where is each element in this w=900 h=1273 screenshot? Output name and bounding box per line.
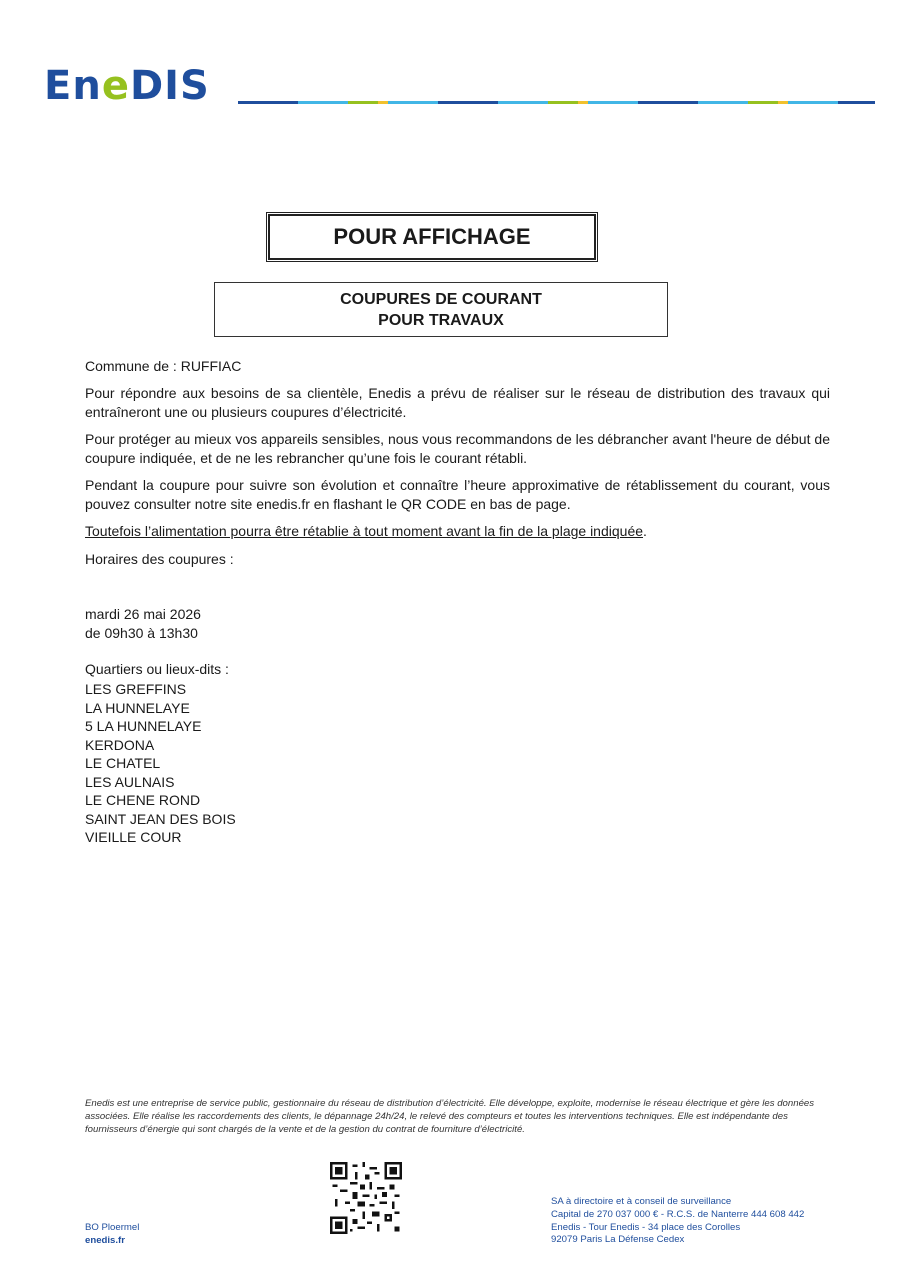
list-item: LA HUNNELAYE: [85, 699, 190, 716]
company-line: Capital de 270 037 000 € - R.C.S. de Nanterre 444 608 442: [551, 1208, 805, 1220]
legal-notice: Enedis est une entreprise de service public, gestionnaire du réseau de distribution d’électricité. Elle développe, exploite, modernise le réseau électrique et gère les données associées. Elle réalise les raccordements des clients, le dépannage 24h/24, le relevé des compteurs et toutes les interventions techniques. Elle est indépendante des fournisseurs d’énergie qui sont chargés de la vente et de la gestion du contrat de fourniture d’électricité.: [85, 1098, 815, 1135]
places-label: Quartiers ou lieux-dits :: [85, 661, 229, 677]
subtitle-box: [214, 282, 668, 337]
company-line: 92079 Paris La Défense Cedex: [551, 1234, 685, 1246]
places-list: [85, 680, 236, 847]
qr-code[interactable]: [330, 1162, 402, 1234]
header-divider: [238, 101, 875, 104]
paragraph-2: Pour protéger au mieux vos appareils sensibles, nous vous recommandons de les débrancher avant l'heure de début de coupure indiquée, et de ne les rebrancher qu’une fois le courant rétabli.: [85, 431, 830, 466]
list-item: LE CHATEL: [85, 755, 161, 771]
footer-office: [85, 1222, 139, 1247]
company-info: [551, 1196, 804, 1247]
company-line: SA à directoire et à conseil de surveillance: [551, 1196, 732, 1207]
list-item: LES AULNAIS: [85, 773, 175, 790]
company-line: Enedis - Tour Enedis - 34 place des Corolles: [551, 1221, 741, 1233]
paragraph-1: Pour répondre aux besoins de sa clientèle, Enedis a prévu de réaliser sur le réseau de distribution des travaux qui entraîneront une ou plusieurs coupures d’électricité.: [85, 385, 830, 420]
subtitle-line-2: POUR TRAVAUX: [378, 311, 504, 329]
warning-text: [85, 522, 830, 541]
paragraph-3: Pendant la coupure pour suivre son évolution et connaître l’heure approximative de rétablissement du courant, vous pouvez consulter notre site enedis.fr en flashant le QR CODE en bas de page.: [85, 477, 830, 512]
schedule-time: de 09h30 à 13h30: [85, 625, 198, 641]
list-item: SAINT JEAN DES BOIS: [85, 810, 236, 827]
office-name: BO Ploermel: [85, 1222, 140, 1233]
list-item: VIEILLE COUR: [85, 829, 182, 845]
subtitle-line-1: COUPURES DE COURANT: [340, 290, 542, 308]
enedis-logo: EneDIS: [44, 63, 210, 109]
list-item: 5 LA HUNNELAYE: [85, 718, 202, 734]
website-link[interactable]: enedis.fr: [85, 1234, 125, 1246]
list-item: LE CHENE ROND: [85, 792, 201, 808]
schedule-label: Horaires des coupures :: [85, 551, 234, 567]
list-item: LES GREFFINS: [85, 681, 187, 697]
commune-label: Commune de : RUFFIAC: [85, 358, 242, 374]
list-item: KERDONA: [85, 736, 155, 753]
schedule-date: mardi 26 mai 2026: [85, 606, 201, 622]
page-title: POUR AFFICHAGE: [266, 212, 598, 262]
warning-period: .: [643, 523, 647, 539]
warning-underlined: Toutefois l’alimentation pourra être rétablie à tout moment avant la fin de la plage indiquée: [85, 523, 644, 539]
